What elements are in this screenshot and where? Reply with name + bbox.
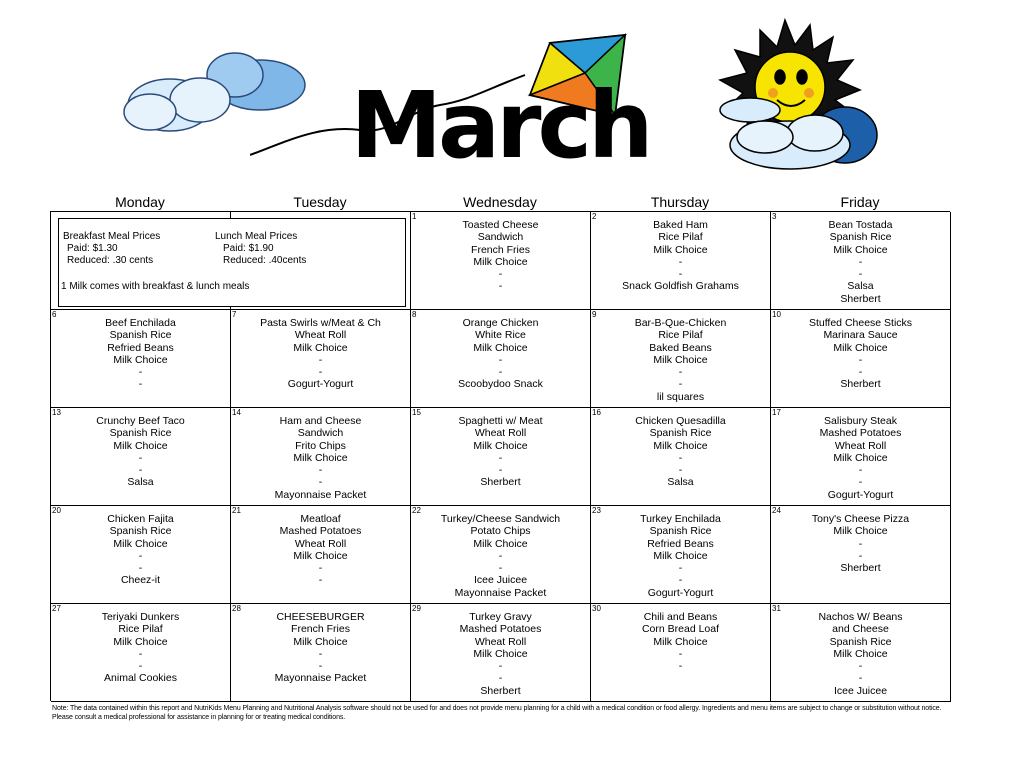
menu-item: Wheat Roll [294, 537, 347, 550]
month-title-text: March [350, 72, 650, 170]
day-number: 13 [52, 408, 61, 417]
day-number: 2 [592, 212, 597, 221]
menu-item: Spanish Rice [649, 427, 712, 440]
menu-items [411, 310, 590, 391]
menu-item: - [498, 280, 503, 293]
menu-item: - [678, 268, 683, 281]
sun-illustration [705, 15, 885, 180]
menu-item: - [858, 255, 863, 268]
day-number: 8 [412, 310, 417, 319]
menu-item: - [858, 672, 863, 685]
menu-item: Milk Choice [833, 341, 888, 354]
menu-item: Beef Enchilada [105, 317, 176, 329]
menu-item: - [498, 549, 503, 562]
menu-item: Sherbert [840, 292, 881, 305]
menu-items [771, 506, 950, 574]
day-number: 14 [232, 408, 241, 417]
menu-item: Salsa [667, 476, 694, 489]
menu-item: Sherbert [480, 476, 521, 489]
menu-item: - [138, 562, 143, 575]
menu-item: Gogurt-Yogurt [287, 378, 354, 391]
day-number: 22 [412, 506, 421, 515]
menu-item: Salsa [127, 476, 154, 489]
menu-item: Spanish Rice [109, 525, 172, 538]
menu-item: Baked Beans [649, 341, 712, 354]
day-cell [51, 310, 231, 408]
menu-item: Spanish Rice [649, 525, 712, 538]
menu-items [51, 408, 230, 489]
day-number: 6 [52, 310, 57, 319]
menu-items [411, 408, 590, 489]
day-cell [231, 506, 411, 604]
menu-item: Milk Choice [113, 537, 168, 550]
menu-item: Turkey/Cheese Sandwich [440, 513, 561, 525]
breakfast-reduced-price: Reduced: .30 cents [67, 255, 154, 266]
menu-item: Milk Choice [293, 451, 348, 464]
day-number: 21 [232, 506, 241, 515]
menu-item: Scoobydoo Snack [458, 378, 543, 391]
menu-item: Spanish Rice [829, 635, 892, 648]
menu-item: - [318, 574, 323, 587]
menu-item: Mashed Potatoes [459, 623, 542, 636]
menu-item: Milk Choice [833, 525, 888, 538]
menu-item: - [858, 268, 863, 281]
menu-item: Icee Juicee [473, 574, 528, 587]
menu-items [591, 310, 770, 403]
menu-item: Chicken Fajita [107, 513, 174, 525]
menu-item: - [678, 255, 683, 268]
menu-item: Stuffed Cheese Sticks [808, 317, 913, 329]
menu-item: Milk Choice [833, 647, 888, 660]
menu-item: - [138, 366, 143, 379]
menu-item: Nachos W/ Beans [818, 611, 903, 623]
day-number: 17 [772, 408, 781, 417]
menu-item: Milk Choice [113, 353, 168, 366]
menu-item: Wheat Roll [294, 329, 347, 342]
menu-item: Animal Cookies [104, 672, 177, 685]
day-cell [591, 212, 771, 310]
menu-item: Sandwich [297, 427, 344, 440]
menu-item: White Rice [475, 329, 526, 342]
menu-item: Milk Choice [113, 635, 168, 648]
menu-item: Orange Chicken [462, 317, 539, 329]
menu-item: - [858, 353, 863, 366]
menu-item: - [858, 549, 863, 562]
day-cell [411, 604, 591, 702]
day-header-friday: Friday [840, 194, 880, 210]
month-title [335, 65, 665, 170]
menu-item: Tony's Cheese Pizza [811, 513, 910, 525]
menu-items [591, 506, 770, 599]
menu-item: - [858, 366, 863, 379]
menu-item: - [138, 451, 143, 464]
meal-prices-box [58, 218, 406, 307]
menu-item: Gogurt-Yogurt [647, 586, 714, 599]
menu-item: Ham and Cheese [279, 415, 362, 427]
menu-item: Wheat Roll [474, 635, 527, 648]
menu-item: - [678, 366, 683, 379]
day-number: 29 [412, 604, 421, 613]
menu-item: Wheat Roll [834, 439, 887, 452]
menu-item: Milk Choice [653, 549, 708, 562]
day-cell [51, 506, 231, 604]
menu-item: Milk Choice [293, 341, 348, 354]
day-number: 27 [52, 604, 61, 613]
menu-item: Meatloaf [300, 513, 341, 525]
lunch-paid-price: Paid: $1.90 [223, 243, 274, 254]
menu-item: - [678, 451, 683, 464]
day-cell [231, 604, 411, 702]
menu-item: - [498, 562, 503, 575]
day-cell [231, 408, 411, 506]
menu-item: - [858, 476, 863, 489]
menu-item: - [858, 537, 863, 550]
menu-item: Milk Choice [833, 243, 888, 256]
menu-items [231, 506, 410, 587]
day-number: 15 [412, 408, 421, 417]
day-cell [411, 310, 591, 408]
menu-item: Turkey Enchilada [640, 513, 721, 525]
menu-item: Cheez-it [120, 574, 161, 587]
menu-item: Snack Goldfish Grahams [622, 280, 739, 293]
milk-note: 1 Milk comes with breakfast & lunch meals [61, 281, 250, 292]
menu-item: - [498, 353, 503, 366]
menu-item: - [678, 464, 683, 477]
breakfast-prices-title: Breakfast Meal Prices [63, 231, 161, 242]
menu-item: Milk Choice [473, 537, 528, 550]
menu-item: Milk Choice [653, 439, 708, 452]
menu-item: Chicken Quesadilla [635, 415, 726, 427]
menu-items [591, 212, 770, 293]
menu-item: Turkey Gravy [469, 611, 532, 623]
day-cell [51, 408, 231, 506]
menu-item: Milk Choice [653, 635, 708, 648]
menu-item: Mashed Potatoes [279, 525, 362, 538]
menu-item: Milk Choice [473, 439, 528, 452]
menu-item: Potato Chips [470, 525, 531, 538]
day-number: 23 [592, 506, 601, 515]
day-cell [591, 506, 771, 604]
day-cell [771, 212, 951, 310]
menu-item: - [318, 464, 323, 477]
menu-item: Milk Choice [473, 341, 528, 354]
day-cell [771, 604, 951, 702]
menu-item: - [138, 660, 143, 673]
menu-item: French Fries [471, 243, 530, 256]
day-number: 9 [592, 310, 597, 319]
menu-item: - [678, 378, 683, 391]
breakfast-prices [63, 231, 160, 267]
menu-item: Rice Pilaf [658, 329, 703, 342]
menu-item: Salisbury Steak [824, 415, 897, 427]
menu-item: Sherbert [840, 562, 881, 575]
menu-item: Marinara Sauce [823, 329, 898, 342]
menu-item: Spanish Rice [829, 231, 892, 244]
day-cell [411, 408, 591, 506]
day-cell [591, 604, 771, 702]
menu-item: Corn Bread Loaf [641, 623, 720, 636]
day-number: 28 [232, 604, 241, 613]
day-header-tuesday: Tuesday [293, 194, 347, 210]
menu-item: Spanish Rice [109, 329, 172, 342]
menu-item: Refried Beans [647, 537, 714, 550]
menu-item: Sherbert [840, 378, 881, 391]
menu-item: Mayonnaise Packet [454, 586, 547, 599]
menu-item: - [678, 562, 683, 575]
breakfast-paid-price: Paid: $1.30 [67, 243, 118, 254]
day-number: 20 [52, 506, 61, 515]
day-cell [771, 506, 951, 604]
menu-item: - [138, 549, 143, 562]
menu-item: Mayonnaise Packet [274, 488, 367, 501]
menu-item: - [858, 464, 863, 477]
menu-item: Milk Choice [473, 255, 528, 268]
day-cell [411, 212, 591, 310]
menu-item: Milk Choice [473, 647, 528, 660]
menu-items [591, 408, 770, 489]
day-number: 3 [772, 212, 777, 221]
menu-items [771, 604, 950, 697]
menu-item: - [678, 647, 683, 660]
menu-item: Bar-B-Que-Chicken [634, 317, 727, 329]
day-header-thursday: Thursday [650, 194, 710, 210]
menu-item: Chili and Beans [643, 611, 718, 623]
menu-item: Crunchy Beef Taco [96, 415, 185, 427]
menu-item: Spaghetti w/ Meat [458, 415, 543, 427]
menu-item: Rice Pilaf [658, 231, 703, 244]
day-number: 1 [412, 212, 417, 221]
day-number: 10 [772, 310, 781, 319]
menu-item: Milk Choice [653, 243, 708, 256]
day-cell [51, 604, 231, 702]
day-cell [591, 310, 771, 408]
menu-item: - [318, 562, 323, 575]
menu-item: - [498, 660, 503, 673]
day-cell [591, 408, 771, 506]
menu-item: Gogurt-Yogurt [827, 488, 894, 501]
menu-item: Icee Juicee [833, 684, 888, 697]
menu-item: - [498, 366, 503, 379]
menu-items [411, 212, 590, 293]
menu-item: Toasted Cheese [462, 219, 539, 231]
menu-item: - [498, 672, 503, 685]
menu-item: - [678, 660, 683, 673]
menu-item: CHEESEBURGER [276, 611, 365, 623]
menu-items [591, 604, 770, 672]
weekday-header-row [50, 193, 950, 211]
lunch-prices [215, 231, 306, 267]
menu-item: Milk Choice [293, 549, 348, 562]
menu-item: Sherbert [480, 684, 521, 697]
menu-item: Mashed Potatoes [819, 427, 902, 440]
menu-item: Spanish Rice [109, 427, 172, 440]
menu-items [51, 310, 230, 391]
menu-items [771, 408, 950, 501]
menu-item: and Cheese [832, 623, 889, 636]
day-number: 30 [592, 604, 601, 613]
lunch-prices-title: Lunch Meal Prices [215, 231, 298, 242]
menu-items [771, 310, 950, 391]
menu-items [231, 604, 410, 685]
menu-item: lil squares [656, 390, 705, 403]
menu-items [771, 212, 950, 305]
day-number: 16 [592, 408, 601, 417]
day-cell [771, 310, 951, 408]
menu-item: - [498, 268, 503, 281]
menu-item: - [318, 366, 323, 379]
menu-item: - [138, 647, 143, 660]
day-number: 24 [772, 506, 781, 515]
menu-item: Milk Choice [653, 353, 708, 366]
menu-item: Baked Ham [653, 219, 708, 231]
menu-item: Bean Tostada [828, 219, 893, 231]
menu-item: French Fries [291, 623, 350, 636]
menu-items [51, 506, 230, 587]
menu-item: Milk Choice [293, 635, 348, 648]
menu-item: Pasta Swirls w/Meat & Ch [260, 317, 381, 329]
menu-item: - [138, 464, 143, 477]
day-cell [411, 506, 591, 604]
menu-item: Frito Chips [295, 439, 346, 452]
day-header-monday: Monday [115, 194, 165, 210]
menu-item: - [318, 476, 323, 489]
menu-item: Rice Pilaf [118, 623, 163, 636]
menu-item: Milk Choice [833, 451, 888, 464]
menu-items [231, 408, 410, 501]
menu-item: - [318, 353, 323, 366]
menu-items [51, 604, 230, 685]
menu-items [411, 506, 590, 599]
day-cell [771, 408, 951, 506]
menu-item: - [498, 451, 503, 464]
menu-item: Teriyaki Dunkers [101, 611, 180, 623]
day-cell [231, 310, 411, 408]
disclaimer-footnote: Note: The data contained within this report and NutriKids Menu Planning and Nutritional Analysis software should not be used for and does not provide menu planning for a child with a medical condition or food allergy. Ingredients and menu items are subject to change or substitution without notice. Please consult a medical professional for assistance in planning for or treating medical conditions. [52, 705, 942, 721]
day-number: 31 [772, 604, 781, 613]
menu-items [231, 310, 410, 391]
menu-item: Sandwich [477, 231, 524, 244]
menu-item: Milk Choice [113, 439, 168, 452]
menu-item: - [138, 378, 143, 391]
menu-item: Salsa [847, 280, 874, 293]
menu-item: - [498, 464, 503, 477]
menu-item: Wheat Roll [474, 427, 527, 440]
day-number: 7 [232, 310, 237, 319]
menu-items [411, 604, 590, 697]
menu-item: Refried Beans [107, 341, 174, 354]
menu-item: Mayonnaise Packet [274, 672, 367, 685]
day-header-wednesday: Wednesday [463, 194, 537, 210]
menu-item: - [678, 574, 683, 587]
menu-item: - [318, 660, 323, 673]
menu-item: - [858, 660, 863, 673]
lunch-reduced-price: Reduced: .40cents [223, 255, 307, 266]
menu-item: - [318, 647, 323, 660]
